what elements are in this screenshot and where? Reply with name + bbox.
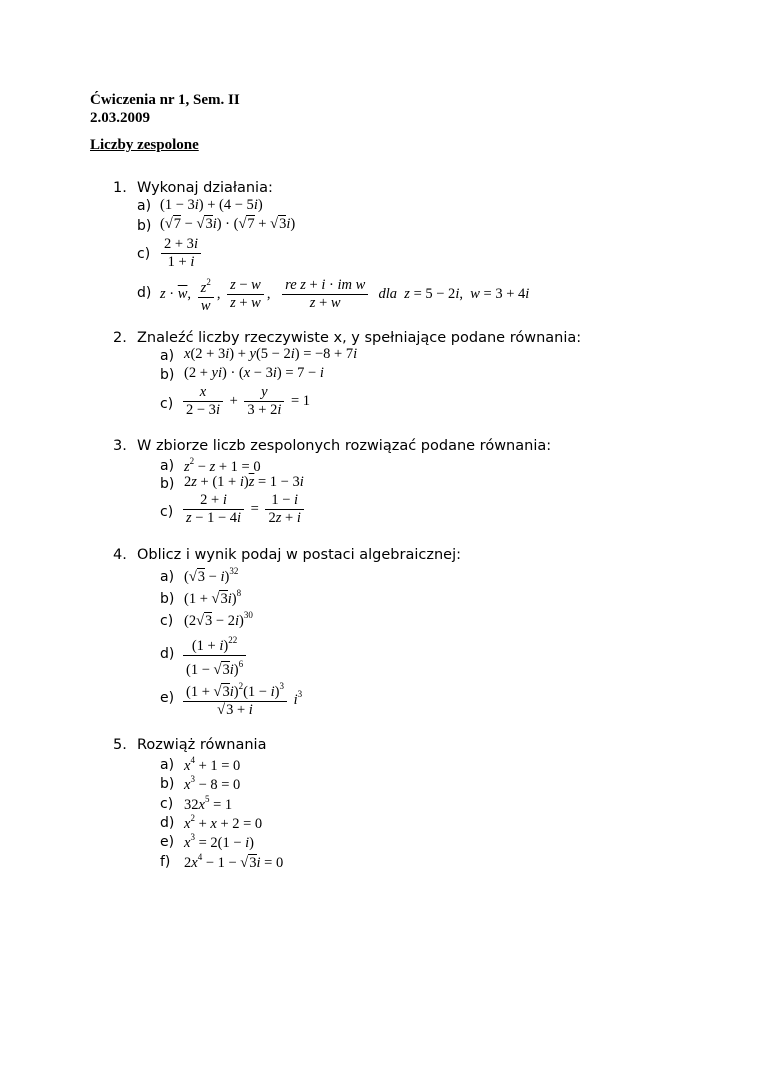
item-4a-formula: $(√3 - i)^{32}$ xyxy=(184,566,239,585)
item-3b-formula: $2z + (1 + i)\overline{z} = 1 - 3i$ xyxy=(184,474,304,490)
item-5a-formula: $x^4 + 1 = 0$ xyxy=(184,755,241,774)
section-4-title: Oblicz i wynik podaj w postaci algebraicznej: xyxy=(137,547,461,563)
document-date: 2.03.2009 xyxy=(90,110,150,126)
item-5b-label: b) xyxy=(160,776,175,792)
item-4b-formula: $(1 + √3i)^8$ xyxy=(184,588,242,607)
section-2-title: Znaleźć liczby rzeczywiste x, y spełniające podane równania: xyxy=(137,330,582,346)
item-2c-formula: $\frac{x}{2 - 3i}$ + $\frac{y}{3 + 2i}$ = 1 xyxy=(180,384,310,419)
item-1d-label: d) xyxy=(137,285,152,301)
section-4-number: 4. xyxy=(113,547,127,563)
section-1-title: Wykonaj działania: xyxy=(137,180,273,196)
item-2c-label: c) xyxy=(160,396,174,412)
section-3-title: W zbiorze liczb zespolonych rozwiązać podane równania: xyxy=(137,438,552,454)
section-2-number: 2. xyxy=(113,330,127,346)
item-2b-formula: (2 + yi) · (x − 3i) = 7 − i xyxy=(184,365,324,381)
item-4c-formula: $(2√3 - 2i)^{30}$ xyxy=(184,610,253,629)
topic-heading: Liczby zespolone xyxy=(90,137,199,153)
item-2b-label: b) xyxy=(160,367,175,383)
section-1-number: 1. xyxy=(113,180,127,196)
item-1a-formula: (1 − 3i) + (4 − 5i) xyxy=(160,197,263,213)
item-2a-label: a) xyxy=(160,348,175,364)
item-4e-label: e) xyxy=(160,690,175,706)
item-1c-formula: $\frac{2 + 3i}{1 + i}$ xyxy=(158,236,204,271)
item-4d-formula: $\frac{(1 + i)^{22}}{(1 - √3i)^6}$ xyxy=(180,632,249,679)
item-1c-label: c) xyxy=(137,246,151,262)
item-5d-label: d) xyxy=(160,815,175,831)
item-3a-formula: $z^2 - z + 1 = 0$ xyxy=(184,456,261,475)
item-1d-formula: $z \cdot \overline{w}$, $\frac{z^2}{w}$ , $\frac{z - w}{\overline{z} + w}$ , $\frac{\text{re z + i · im w}}{z + w}$ dla z = 5 − 2i, w = 3 + 4i xyxy=(160,274,529,315)
item-1b-label: b) xyxy=(137,218,152,234)
item-3c-formula: $\frac{2 + i}{z - 1 - 4i}$ = $\frac{1 - i}{2z + i}$ xyxy=(180,492,307,527)
document-title: Ćwiczenia nr 1, Sem. II xyxy=(90,92,240,108)
item-3c-label: c) xyxy=(160,504,174,520)
item-5b-formula: $x^3 - 8 = 0$ xyxy=(184,774,241,793)
item-3b-label: b) xyxy=(160,476,175,492)
item-5c-formula: $32x^5 = 1$ xyxy=(184,794,233,813)
item-3a-label: a) xyxy=(160,458,175,474)
section-5-title: Rozwiąż równania xyxy=(137,737,267,753)
item-5e-formula: $x^3 = 2(1 - i)$ xyxy=(184,832,254,851)
item-5f-label: f) xyxy=(160,854,171,870)
item-5c-label: c) xyxy=(160,796,174,812)
item-1a-label: a) xyxy=(137,198,152,214)
item-4a-label: a) xyxy=(160,569,175,585)
item-4d-label: d) xyxy=(160,646,175,662)
item-5a-label: a) xyxy=(160,757,175,773)
item-5e-label: e) xyxy=(160,834,175,850)
item-4b-label: b) xyxy=(160,591,175,607)
item-5f-formula: $2x^4 - 1 - √3i = 0$ xyxy=(184,852,284,871)
item-1b-formula: (√7 − √3i) · (√7 + √3i) xyxy=(160,216,296,232)
item-4e-formula: $\frac{(1 + √3i)^2(1 - i)^3}{√3 + i}$ $i^3$ xyxy=(180,678,302,719)
item-4c-label: c) xyxy=(160,613,174,629)
item-5d-formula: $x^2 + x + 2 = 0$ xyxy=(184,813,263,832)
section-5-number: 5. xyxy=(113,737,127,753)
section-3-number: 3. xyxy=(113,438,127,454)
item-2a-formula: x(2 + 3i) + y(5 − 2i) = −8 + 7i xyxy=(184,346,358,362)
